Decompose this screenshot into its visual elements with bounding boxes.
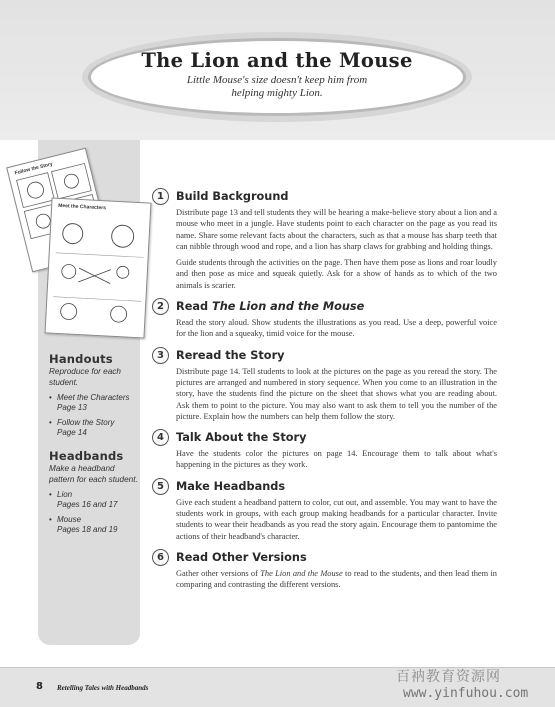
watermark-text: 百衲教育资源网 [396, 669, 501, 685]
list-item [49, 418, 139, 438]
section-title: Reread the Story [176, 348, 285, 362]
item-page: Page 13 [57, 403, 87, 412]
item-label: Follow the Story [57, 418, 115, 427]
title-banner [88, 38, 466, 116]
running-title: Retelling Tales with Headbands [57, 684, 149, 692]
step-number-badge: 1 [152, 188, 169, 205]
headbands-list [49, 490, 139, 535]
item-label: Meet the Characters [57, 393, 130, 402]
title-prefix: Read [176, 300, 213, 314]
section-paragraph: Guide students through the activities on the page. Then have them pose as lions and roar loudly and then pose as mice and squeak quietly. Ask for a show of hands as to which of the two animals is scarier. [176, 258, 497, 290]
main-content [152, 188, 497, 591]
section-build-background [152, 188, 497, 291]
section-paragraph: Have the students color the pictures on page 14. Encourage them to talk about what's happening in the pictures as they work. [176, 449, 497, 470]
section-make-headbands [152, 478, 497, 542]
para-suffix: to read to the students, and then lead them in comparing and contrasting the different versions. [176, 568, 497, 590]
list-item [49, 515, 139, 535]
item-label: Mouse [57, 515, 82, 524]
thumbnail-title: Meet the Characters [58, 202, 107, 212]
bullet: • [49, 515, 52, 524]
handouts-description: Reproduce for each student. [49, 367, 121, 387]
section-talk-about-story [152, 429, 497, 471]
item-page: Pages 16 and 17 [57, 500, 118, 509]
section-read-other-versions [152, 549, 497, 591]
step-number-badge: 4 [152, 429, 169, 446]
section-title [176, 298, 497, 315]
headbands-heading: Headbands [49, 449, 124, 463]
section-paragraph: Give each student a headband pattern to color, cut out, and assemble. You may want to have the students work in groups, with each group making headbands for a particular character. Invite students to wear their headbands as you read the story again. Encourage them to pantomime the actions of their headband's character. [176, 497, 497, 541]
bullet: • [49, 418, 52, 427]
item-page: Pages 18 and 19 [57, 525, 118, 534]
para-prefix: Gather other versions of [176, 568, 261, 578]
page-number: 8 [36, 681, 43, 692]
step-number-badge: 6 [152, 549, 169, 566]
headbands-description: Make a headband pattern for each student. [49, 464, 138, 484]
section-paragraph: Distribute page 14. Tell students to look at the pictures on the page as you reread the story. The pictures are arranged and numbered in story sequence. When you come to an illustration in the story, have the students find the picture on the sheet that shows what you are reading about. Ask them to point to the picture. You may also want to ask them to tell you the number of the picture. Explain how the numbers can help them follow the story. [176, 366, 497, 421]
para-italic: The Lion and the Mouse [260, 568, 343, 578]
section-title: Make Headbands [176, 479, 286, 493]
title-italic: The Lion and the Mouse [212, 300, 365, 314]
characters-illustration [45, 199, 152, 340]
list-item [49, 393, 139, 413]
sidebar-content [49, 352, 139, 540]
section-reread-story [152, 347, 497, 422]
bullet: • [49, 490, 52, 499]
section-paragraph: Distribute page 13 and tell students they will be hearing a make-believe story about a lion and a mouse who meet in a jungle. Have students point to each character on the page as you read its name. Share some relevant facts about the characters, such as that a mouse has sharp teeth that can nibble through wood and rope, and a lion has sharp claws for grabbing and holding things. [176, 208, 497, 251]
step-number-badge: 2 [152, 298, 169, 315]
section-title: Build Background [176, 190, 289, 203]
watermark-url: www.yinfuhou.com [403, 686, 529, 701]
list-item [49, 490, 139, 510]
bullet: • [49, 393, 52, 402]
handouts-list [49, 393, 139, 438]
section-title: Talk About the Story [176, 431, 307, 445]
handout-thumbnails [14, 148, 153, 348]
section-paragraph: Read the story aloud. Show students the illustrations as you read. Use a deep, powerful voice for the lion and a squeaky, timid voice for the mouse. [176, 318, 497, 339]
step-number-badge: 3 [152, 347, 169, 364]
item-page: Page 14 [57, 428, 87, 437]
page-subtitle: Little Mouse's size doesn't keep him from helping mighty Lion. [186, 74, 368, 99]
item-label: Lion [57, 490, 73, 499]
step-number-badge: 5 [152, 478, 169, 495]
section-title: Read Other Versions [176, 550, 307, 564]
section-paragraph [176, 568, 497, 591]
thumbnail-meet-the-characters [45, 197, 152, 338]
thumbnail-title: Follow the Story [14, 161, 54, 177]
page-title: The Lion and the Mouse [141, 49, 413, 72]
section-read-story [152, 298, 497, 340]
handouts-heading: Handouts [49, 352, 113, 366]
